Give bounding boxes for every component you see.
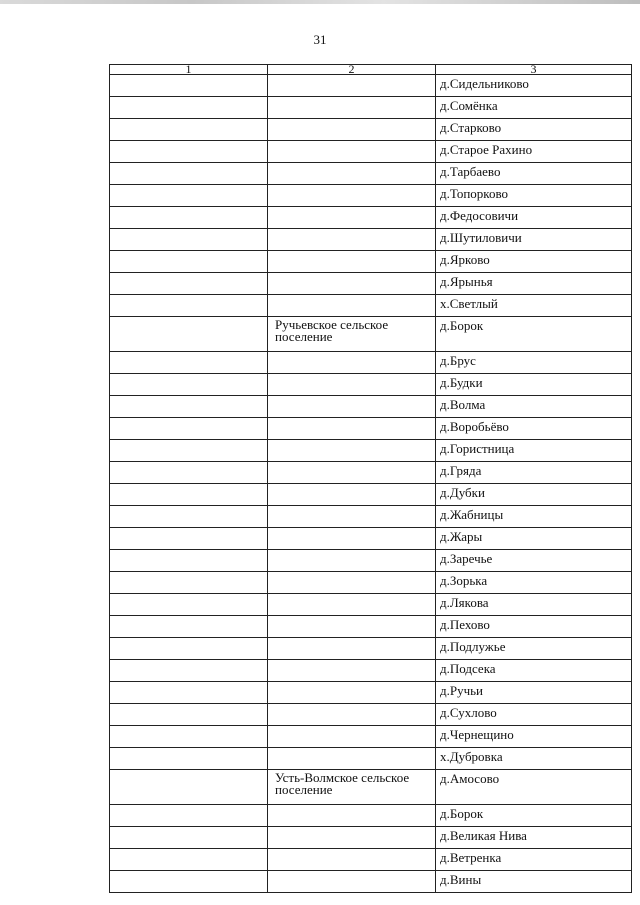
- cell-col-2: [268, 185, 436, 207]
- table-row: [110, 229, 632, 251]
- cell-col-2: [268, 141, 436, 163]
- table-row: [110, 396, 632, 418]
- table-row: [110, 528, 632, 550]
- cell-col-2: [268, 317, 436, 352]
- table-row: [110, 827, 632, 849]
- cell-col-1: [110, 638, 268, 660]
- cell-col-1: [110, 374, 268, 396]
- cell-col-1: [110, 141, 268, 163]
- cell-col-2: [268, 638, 436, 660]
- table-row: [110, 660, 632, 682]
- locality-name: д.Жары: [436, 528, 632, 550]
- cell-col-2: [268, 528, 436, 550]
- cell-col-1: [110, 484, 268, 506]
- locality-name: д.Ярынья: [436, 273, 632, 295]
- cell-col-1: [110, 704, 268, 726]
- table-row: [110, 849, 632, 871]
- cell-col-2: [268, 374, 436, 396]
- table-row: [110, 805, 632, 827]
- cell-col-1: [110, 119, 268, 141]
- table-row: [110, 682, 632, 704]
- settlements-table: [109, 64, 632, 893]
- locality-name: д.Ручьи: [436, 682, 632, 704]
- cell-col-2: [268, 805, 436, 827]
- cell-col-1: [110, 185, 268, 207]
- cell-col-2: [268, 440, 436, 462]
- table-row: [110, 616, 632, 638]
- header-col-1: 1: [110, 65, 268, 75]
- cell-col-1: [110, 871, 268, 893]
- cell-col-1: [110, 506, 268, 528]
- table-row: [110, 273, 632, 295]
- cell-col-2: [268, 273, 436, 295]
- table-row: [110, 770, 632, 805]
- table-row: [110, 185, 632, 207]
- locality-name: д.Великая Нива: [436, 827, 632, 849]
- table-row: [110, 550, 632, 572]
- cell-col-2: [268, 594, 436, 616]
- locality-name: д.Сухлово: [436, 704, 632, 726]
- cell-col-1: [110, 770, 268, 805]
- table-row: [110, 418, 632, 440]
- locality-name: д.Подлужье: [436, 638, 632, 660]
- cell-col-2: [268, 770, 436, 805]
- cell-col-2: [268, 418, 436, 440]
- cell-col-1: [110, 805, 268, 827]
- cell-col-2: [268, 616, 436, 638]
- table-row: [110, 440, 632, 462]
- table-row: [110, 638, 632, 660]
- table-row: [110, 484, 632, 506]
- cell-col-1: [110, 660, 268, 682]
- cell-col-2: [268, 484, 436, 506]
- cell-col-1: [110, 550, 268, 572]
- locality-name: д.Федосовичи: [436, 207, 632, 229]
- cell-col-1: [110, 418, 268, 440]
- locality-name: д.Сомёнка: [436, 97, 632, 119]
- cell-col-2: [268, 827, 436, 849]
- locality-name: х.Светлый: [436, 295, 632, 317]
- cell-col-1: [110, 572, 268, 594]
- table-row: [110, 207, 632, 229]
- table-row: [110, 97, 632, 119]
- cell-col-1: [110, 251, 268, 273]
- cell-col-1: [110, 295, 268, 317]
- cell-col-2: [268, 506, 436, 528]
- locality-name: д.Ярково: [436, 251, 632, 273]
- locality-name: д.Воробьёво: [436, 418, 632, 440]
- table-row: [110, 163, 632, 185]
- locality-name: д.Амосово: [436, 770, 632, 805]
- cell-col-2: [268, 163, 436, 185]
- cell-col-2: [268, 229, 436, 251]
- locality-name: д.Зорька: [436, 572, 632, 594]
- cell-col-2: [268, 352, 436, 374]
- locality-name: д.Гористница: [436, 440, 632, 462]
- table-row: [110, 871, 632, 893]
- cell-col-1: [110, 682, 268, 704]
- cell-col-2: [268, 75, 436, 97]
- locality-name: д.Дубки: [436, 484, 632, 506]
- table-row: [110, 119, 632, 141]
- cell-col-1: [110, 849, 268, 871]
- cell-col-1: [110, 317, 268, 352]
- cell-col-2: [268, 704, 436, 726]
- locality-name: д.Подсека: [436, 660, 632, 682]
- locality-name: д.Вины: [436, 871, 632, 893]
- table-row: [110, 726, 632, 748]
- cell-col-1: [110, 97, 268, 119]
- cell-col-1: [110, 75, 268, 97]
- table-header-row: [110, 65, 632, 75]
- page-number: 31: [313, 32, 327, 47]
- cell-col-2: [268, 550, 436, 572]
- cell-col-1: [110, 352, 268, 374]
- cell-col-1: [110, 229, 268, 251]
- cell-col-1: [110, 163, 268, 185]
- table-row: [110, 704, 632, 726]
- scan-edge-artifact: [0, 0, 640, 4]
- cell-col-2: [268, 295, 436, 317]
- cell-col-2: [268, 207, 436, 229]
- table-row: [110, 352, 632, 374]
- locality-name: д.Гряда: [436, 462, 632, 484]
- cell-col-1: [110, 396, 268, 418]
- cell-col-1: [110, 462, 268, 484]
- locality-name: д.Старое Рахино: [436, 141, 632, 163]
- locality-name: д.Лякова: [436, 594, 632, 616]
- table-row: [110, 75, 632, 97]
- header-col-3: 3: [436, 65, 632, 75]
- table-row: [110, 251, 632, 273]
- cell-col-2: [268, 97, 436, 119]
- locality-name: д.Борок: [436, 805, 632, 827]
- locality-name: д.Ветренка: [436, 849, 632, 871]
- cell-col-1: [110, 273, 268, 295]
- table-row: [110, 594, 632, 616]
- cell-col-1: [110, 748, 268, 770]
- cell-col-1: [110, 440, 268, 462]
- locality-name: д.Брус: [436, 352, 632, 374]
- locality-name: д.Жабницы: [436, 506, 632, 528]
- locality-name: д.Старково: [436, 119, 632, 141]
- cell-col-1: [110, 726, 268, 748]
- table-row: [110, 572, 632, 594]
- settlement-name: Ручьевское сельское поселение: [275, 317, 389, 344]
- table-row: [110, 141, 632, 163]
- cell-col-2: [268, 849, 436, 871]
- cell-col-1: [110, 207, 268, 229]
- cell-col-2: [268, 119, 436, 141]
- locality-name: д.Будки: [436, 374, 632, 396]
- cell-col-2: [268, 251, 436, 273]
- header-col-2: 2: [268, 65, 436, 75]
- cell-col-1: [110, 594, 268, 616]
- cell-col-2: [268, 726, 436, 748]
- cell-col-2: [268, 682, 436, 704]
- locality-name: д.Пехово: [436, 616, 632, 638]
- cell-col-2: [268, 572, 436, 594]
- locality-name: д.Тарбаево: [436, 163, 632, 185]
- locality-name: д.Топорково: [436, 185, 632, 207]
- table-row: [110, 374, 632, 396]
- cell-col-2: [268, 462, 436, 484]
- cell-col-1: [110, 616, 268, 638]
- table-row: [110, 317, 632, 352]
- table-row: [110, 295, 632, 317]
- cell-col-1: [110, 827, 268, 849]
- table-row: [110, 462, 632, 484]
- cell-col-2: [268, 871, 436, 893]
- cell-col-2: [268, 396, 436, 418]
- table-row: [110, 506, 632, 528]
- table-row: [110, 748, 632, 770]
- locality-name: д.Сидельниково: [436, 75, 632, 97]
- locality-name: д.Борок: [436, 317, 632, 352]
- cell-col-2: [268, 748, 436, 770]
- locality-name: х.Дубровка: [436, 748, 632, 770]
- cell-col-2: [268, 660, 436, 682]
- locality-name: д.Чернещино: [436, 726, 632, 748]
- locality-name: д.Заречье: [436, 550, 632, 572]
- locality-name: д.Волма: [436, 396, 632, 418]
- locality-name: д.Шутиловичи: [436, 229, 632, 251]
- settlement-name: Усть-Волмское сельское поселение: [275, 770, 410, 797]
- cell-col-1: [110, 528, 268, 550]
